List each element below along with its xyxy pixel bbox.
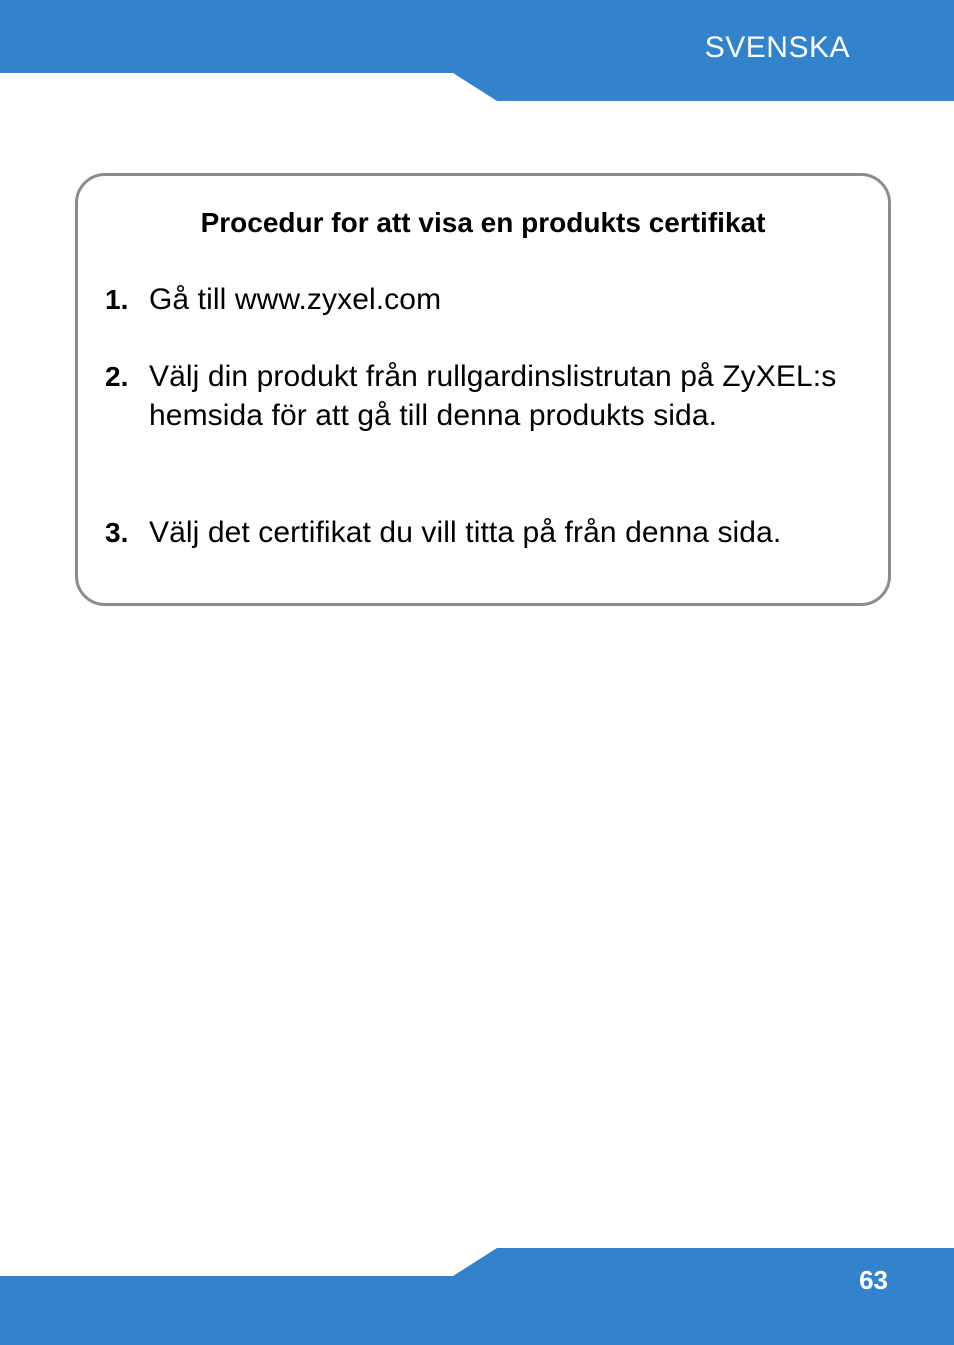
page-number: 63 — [859, 1265, 888, 1295]
section-language-label: SVENSKA — [704, 31, 850, 64]
step-text: Välj det certifikat du vill titta på från denna sida. — [149, 516, 782, 549]
step-text: Välj din produkt från rullgardinslistrutan på ZyXEL:s hemsida för att gå till denna produkts sida. — [149, 360, 837, 432]
step-number: 3. — [105, 517, 129, 548]
step-number: 2. — [105, 361, 129, 392]
step-text: Gå till www.zyxel.com — [149, 283, 442, 316]
procedure-title: Procedur for att visa en produkts certifikat — [200, 207, 766, 238]
step-number: 1. — [105, 284, 129, 315]
procedure-box — [75, 173, 891, 606]
footer-banner — [0, 1246, 954, 1345]
